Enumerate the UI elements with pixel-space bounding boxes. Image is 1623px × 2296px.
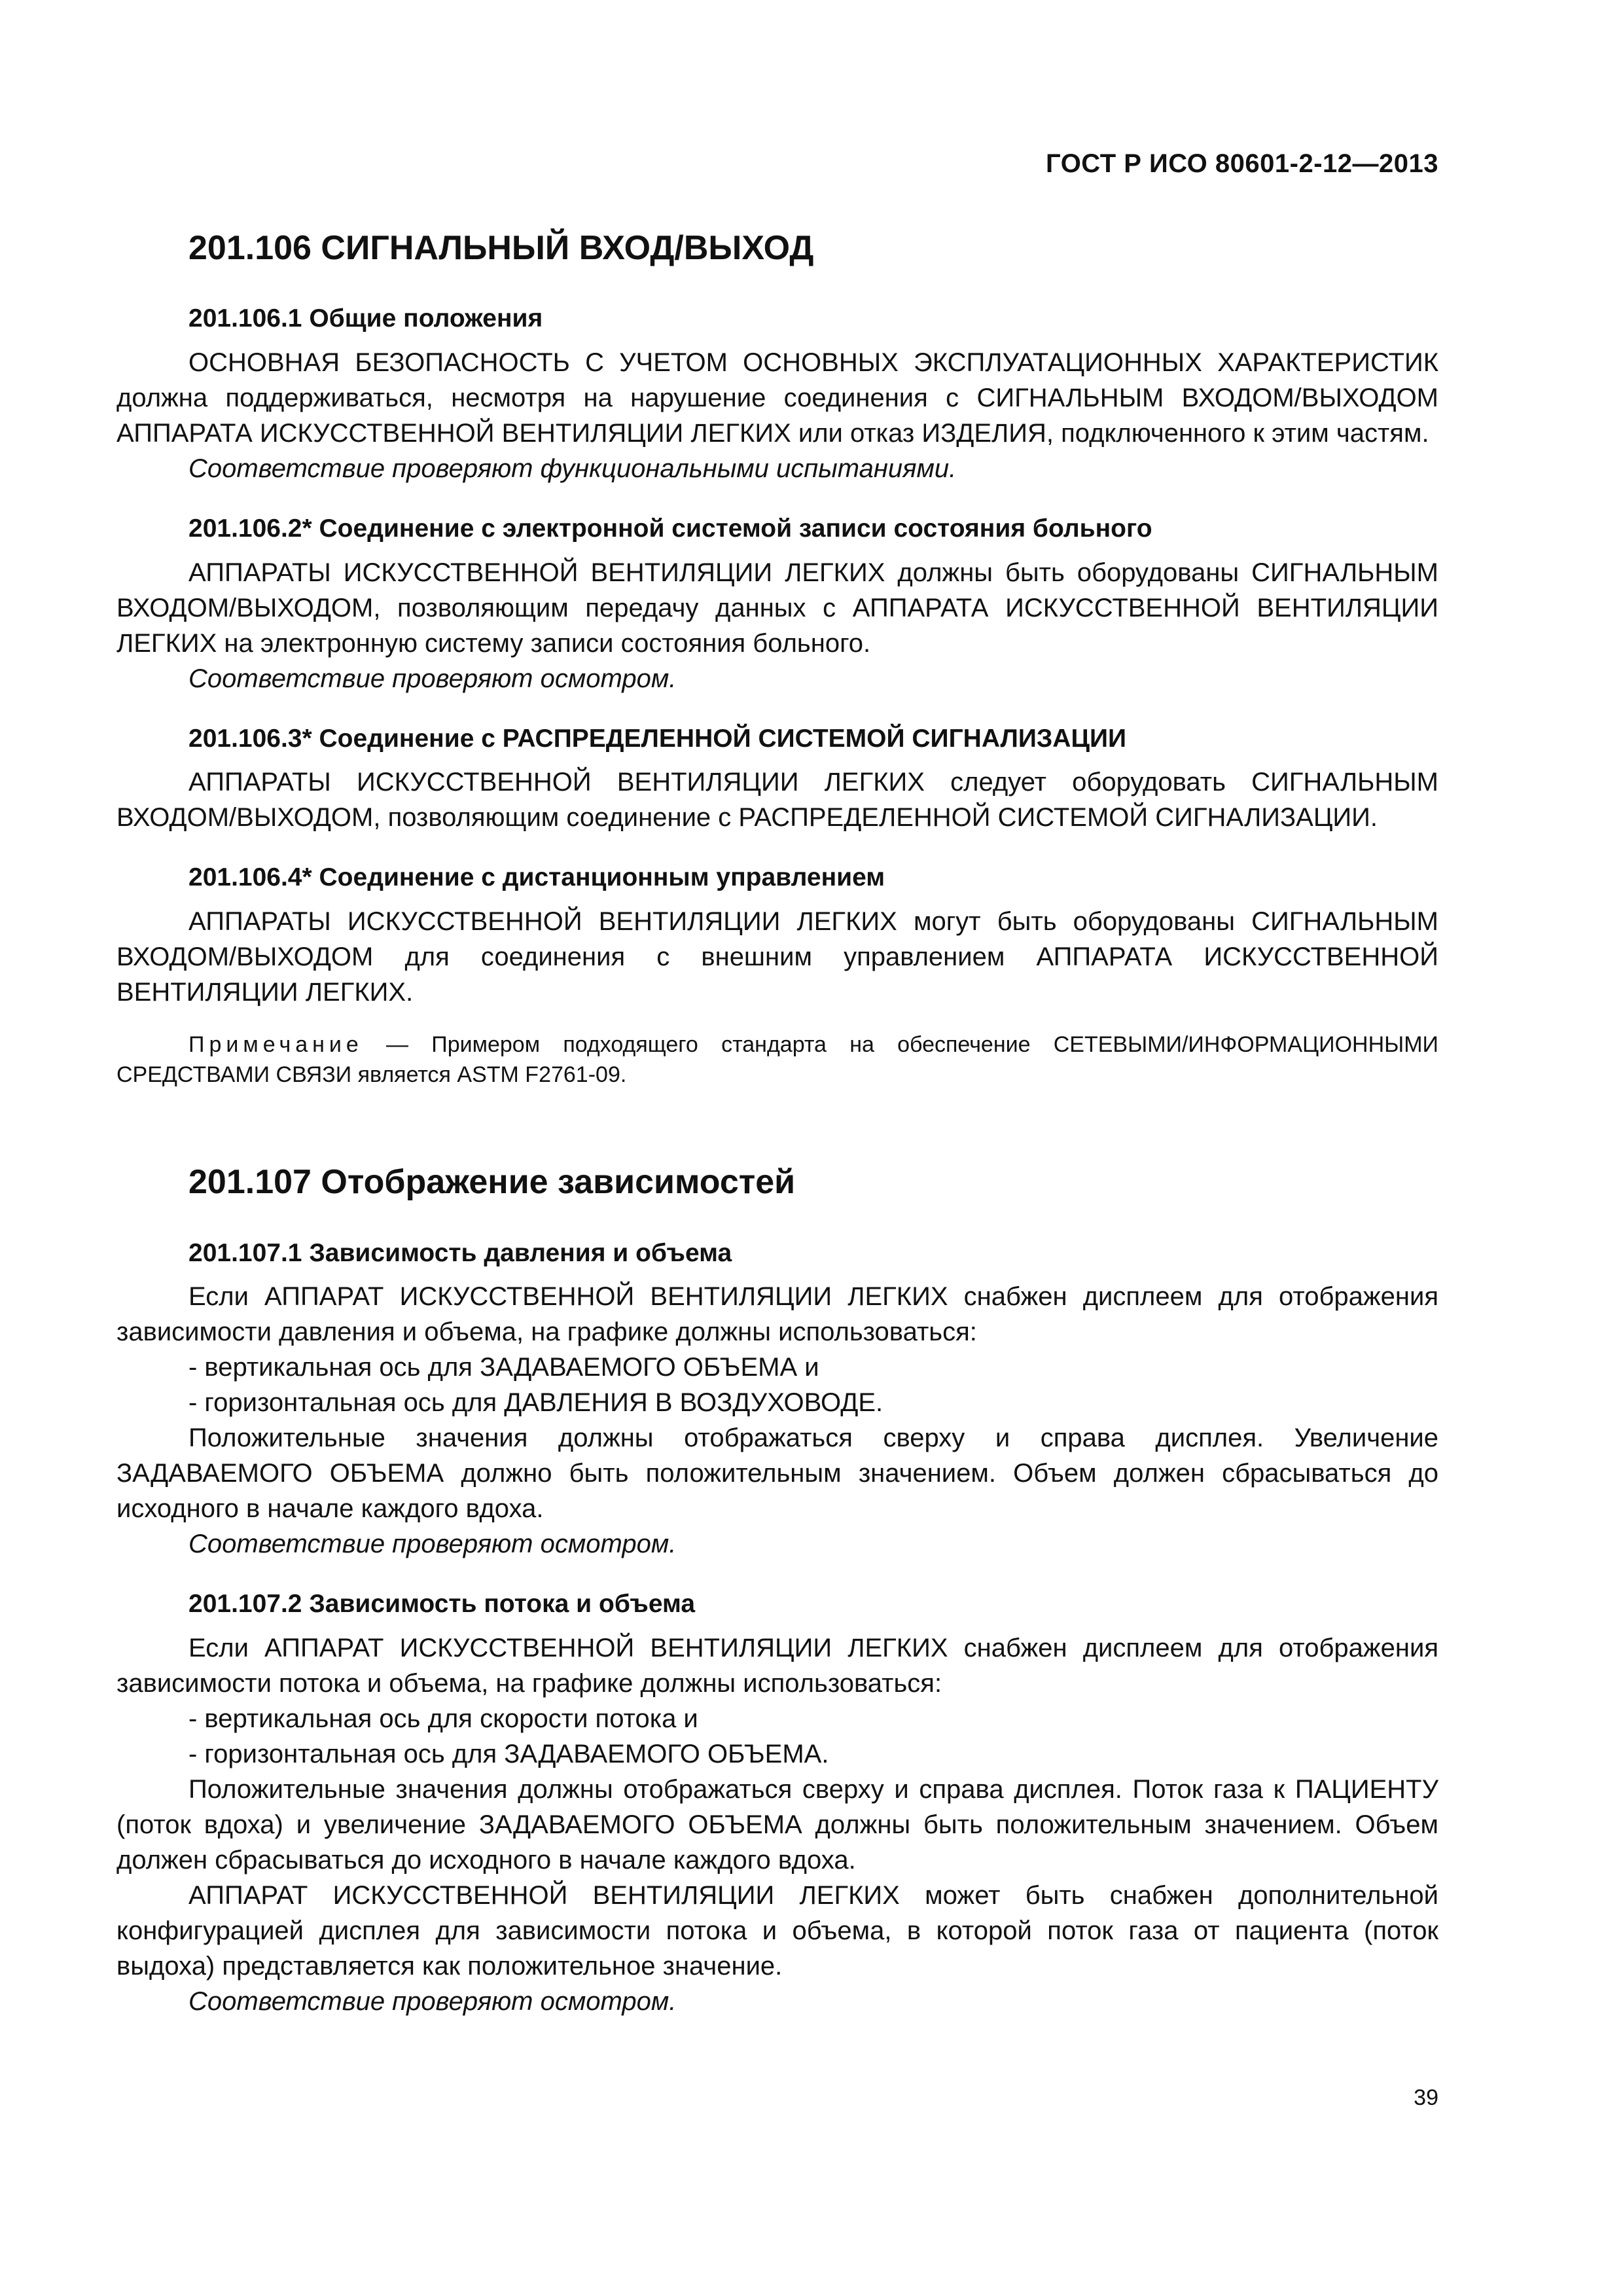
- paragraph: Если АППАРАТ ИСКУССТВЕННОЙ ВЕНТИЛЯЦИИ ЛЕГКИХ снабжен дисплеем для отображения зависимости потока и объема, на графике должны использоваться:: [116, 1633, 1438, 1698]
- list-item: - горизонтальная ось для ДАВЛЕНИЯ В ВОЗДУХОВОДЕ.: [188, 1388, 883, 1418]
- list-item: - вертикальная ось для ЗАДАВАЕМОГО ОБЪЕМА и: [188, 1353, 819, 1382]
- paragraph: Положительные значения должны отображаться сверху и справа дисплея. Увеличение ЗАДАВАЕМОГО ОБЪЕМА должно быть положительным значением. Объем должен сбрасываться до исходного в начале каждого вдоха.: [116, 1424, 1438, 1524]
- page-body: [116, 144, 1438, 2019]
- paragraph: АППАРАТЫ ИСКУССТВЕННОЙ ВЕНТИЛЯЦИИ ЛЕГКИХ следует оборудовать СИГНАЛЬНЫМ ВХОДОМ/ВЫХОДОМ, позволяющим соединение с РАСПРЕДЕЛЕННОЙ СИСТЕМОЙ СИГНАЛИЗАЦИИ.: [116, 768, 1438, 833]
- document-header: ГОСТ Р ИСО 80601-2-12—2013: [1046, 149, 1438, 178]
- note: [116, 1030, 1438, 1090]
- compliance-check: Соответствие проверяют осмотром.: [188, 664, 677, 693]
- paragraph: АППАРАТ ИСКУССТВЕННОЙ ВЕНТИЛЯЦИИ ЛЕГКИХ может быть снабжен дополнительной конфигурацией дисплея для зависимости потока и объема, в которой поток газа от пациента (поток выдоха) представляется как положительное значение.: [116, 1880, 1438, 1981]
- note-label: Примечание: [188, 1032, 363, 1058]
- subsection-title-201-106-4: 201.106.4* Соединение с дистанционным управлением: [188, 863, 885, 892]
- section-title-201-106: 201.106 СИГНАЛЬНЫЙ ВХОД/ВЫХОД: [188, 229, 814, 267]
- paragraph: Положительные значения должны отображаться сверху и справа дисплея. Поток газа к ПАЦИЕНТУ (поток вдоха) и увеличение ЗАДАВАЕМОГО ОБЪЕМА должны быть положительным значением. Объем должен сбрасываться до исходного в начале каждого вдоха.: [116, 1774, 1438, 1874]
- paragraph: АППАРАТЫ ИСКУССТВЕННОЙ ВЕНТИЛЯЦИИ ЛЕГКИХ должны быть оборудованы СИГНАЛЬНЫМ ВХОДОМ/ВЫХОДОМ, позволяющим передачу данных с АППАРАТА ИСКУССТВЕННОЙ ВЕНТИЛЯЦИИ ЛЕГКИХ на электронную систему записи состояния больного.: [116, 558, 1438, 658]
- compliance-check: Соответствие проверяют функциональными испытаниями.: [188, 454, 957, 484]
- list-item: - вертикальная ось для скорости потока и: [188, 1704, 698, 1733]
- compliance-check: Соответствие проверяют осмотром.: [188, 1530, 677, 1559]
- subsection-title-201-106-2: 201.106.2* Соединение с электронной системой записи состояния больного: [188, 514, 1152, 543]
- subsection-title-201-107-2: 201.107.2 Зависимость потока и объема: [188, 1590, 696, 1619]
- list-item: - горизонтальная ось для ЗАДАВАЕМОГО ОБЪЕМА.: [188, 1739, 829, 1768]
- section-title-201-107: 201.107 Отображение зависимостей: [188, 1163, 796, 1202]
- paragraph: АППАРАТЫ ИСКУССТВЕННОЙ ВЕНТИЛЯЦИИ ЛЕГКИХ могут быть оборудованы СИГНАЛЬНЫМ ВХОДОМ/ВЫХОДОМ для соединения с внешним управлением АППАРАТА ИСКУССТВЕННОЙ ВЕНТИЛЯЦИИ ЛЕГКИХ.: [116, 907, 1438, 1007]
- subsection-title-201-106-1: 201.106.1 Общие положения: [188, 304, 543, 333]
- subsection-title-201-107-1: 201.107.1 Зависимость давления и объема: [188, 1238, 732, 1267]
- page-number: 39: [1414, 2085, 1438, 2110]
- compliance-check: Соответствие проверяют осмотром.: [188, 1986, 677, 2016]
- paragraph: Если АППАРАТ ИСКУССТВЕННОЙ ВЕНТИЛЯЦИИ ЛЕГКИХ снабжен дисплеем для отображения зависимости давления и объема, на графике должны использоваться:: [116, 1282, 1438, 1347]
- subsection-title-201-106-3: 201.106.3* Соединение с РАСПРЕДЕЛЕННОЙ СИСТЕМОЙ СИГНАЛИЗАЦИИ: [188, 724, 1127, 753]
- note-text: — Примером подходящего стандарта на обеспечение СЕТЕВЫМИ/ИНФОРМАЦИОННЫМИ СРЕДСТВАМИ СВЯЗИ является ASTM F2761-09.: [116, 1032, 1438, 1088]
- paragraph: ОСНОВНАЯ БЕЗОПАСНОСТЬ С УЧЕТОМ ОСНОВНЫХ ЭКСПЛУАТАЦИОННЫХ ХАРАКТЕРИСТИК должна поддерживаться, несмотря на нарушение соединения с СИГНАЛЬНЫМ ВХОДОМ/ВЫХОДОМ АППАРАТА ИСКУССТВЕННОЙ ВЕНТИЛЯЦИИ ЛЕГКИХ или отказ ИЗДЕЛИЯ, подключенного к этим частям.: [116, 348, 1438, 448]
